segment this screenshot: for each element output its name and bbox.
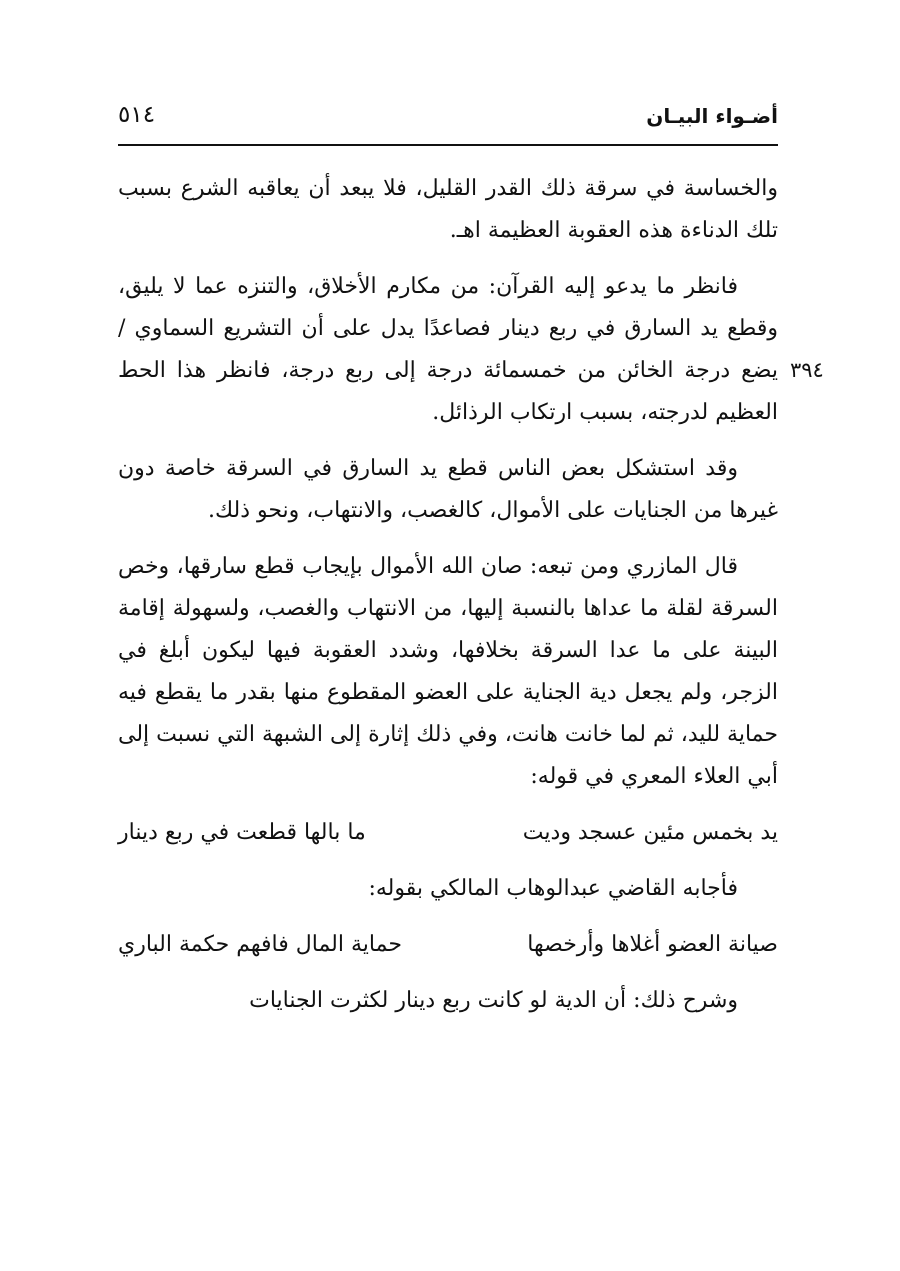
verse-2-first-hemistich: صيانة العضو أغلاها وأرخصها: [527, 932, 778, 957]
page-header: [118, 100, 778, 142]
header-rule: [118, 144, 778, 146]
page-body: [118, 168, 778, 1036]
verse-2-second-hemistich: حماية المال فافهم حكمة الباري: [118, 932, 402, 957]
verse-1-second-hemistich: ما بالها قطعت في ربع دينار: [118, 820, 366, 845]
paragraph-3: وقد استشكل بعض الناس قطع يد السارق في السرقة خاصة دون غيرها من الجنايات على الأموال، كالغصب، والانتهاب، ونحو ذلك.: [118, 456, 778, 523]
paragraph-2: فانظر ما يدعو إليه القرآن: من مكارم الأخلاق، والتنزه عما لا يليق، وقطع يد السارق في ربع دينار فصاعدًا يدل على أن التشريع السماوي / يضع درجة الخائن من خمسمائة درجة إلى ربع درجة، فانظر هذا الحط العظيم لدرجته، بسبب ارتكاب الرذائل.: [118, 274, 778, 425]
answer-intro: فأجابه القاضي عبدالوهاب المالكي بقوله:: [368, 876, 738, 901]
poem-verse-1: [118, 812, 778, 854]
poem-verse-2: [118, 924, 778, 966]
verse-1-first-hemistich: يد بخمس مئين عسجد وديت: [522, 820, 778, 845]
paragraph-4: قال المازري ومن تبعه: صان الله الأموال بإيجاب قطع سارقها، وخص السرقة لقلة ما عداها بالنسبة إليها، من الانتهاب والغصب، ولسهولة إقامة البينة على ما عدا السرقة بخلافها، وشدد العقوبة فيها ليكون أبلغ في الزجر، ولم يجعل دية الجناية على العضو المقطوع منها بقدر ما يقطع فيه حماية لليد، ثم لما خانت هانت، وفي ذلك إثارة إلى الشبهة التي نسبت إلى أبي العلاء المعري في قوله:: [118, 554, 778, 789]
margin-page-reference: ٣٩٤: [790, 358, 824, 382]
paragraph-1: والخساسة في سرقة ذلك القدر القليل، فلا يبعد أن يعاقبه الشرع بسبب تلك الدناءة هذه العقوبة العظيمة اهـ.: [118, 176, 778, 243]
closing-paragraph: وشرح ذلك: أن الدية لو كانت ربع دينار لكثرت الجنايات: [249, 988, 738, 1013]
page-number: ٥١٤: [118, 102, 156, 128]
running-title: أضـواء البيـان: [646, 104, 778, 128]
